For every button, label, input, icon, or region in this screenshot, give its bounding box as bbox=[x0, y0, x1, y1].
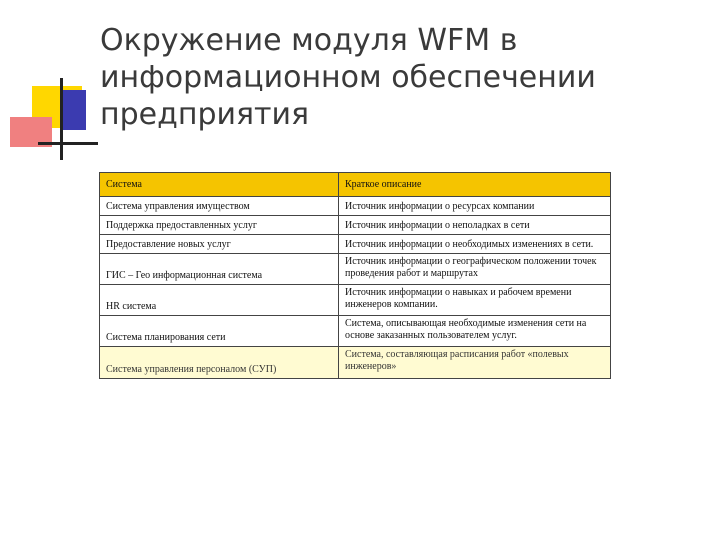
cell-description: Источник информации о необходимых изменениях в сети. bbox=[339, 235, 611, 254]
cell-description: Источник информации о неполадках в сети bbox=[339, 216, 611, 235]
title-line: информационном обеспечении bbox=[100, 60, 596, 95]
table-row-highlighted bbox=[100, 347, 611, 379]
cell-description: Источник информации о географическом положении точек проведения работ и маршрутах bbox=[339, 254, 611, 285]
title-line: предприятия bbox=[100, 97, 310, 132]
table-header-row bbox=[100, 173, 611, 197]
decor-vertical-line bbox=[60, 78, 63, 160]
title-line: Окружение модуля WFM в bbox=[100, 23, 518, 58]
table-row bbox=[100, 216, 611, 235]
cell-description: Система, составляющая расписания работ «полевых инженеров» bbox=[339, 347, 611, 379]
cell-system: Поддержка предоставленных услуг bbox=[100, 216, 339, 235]
cell-system: Система управления имуществом bbox=[100, 197, 339, 216]
table-row bbox=[100, 235, 611, 254]
cell-description: Источник информации о ресурсах компании bbox=[339, 197, 611, 216]
cell-system: Система управления персоналом (СУП) bbox=[100, 347, 339, 379]
decor-horizontal-line bbox=[38, 142, 98, 145]
slide-title bbox=[100, 22, 620, 133]
cell-system: Предоставление новых услуг bbox=[100, 235, 339, 254]
decor-blue-square bbox=[62, 90, 86, 130]
table-row bbox=[100, 316, 611, 347]
cell-system: Система планирования сети bbox=[100, 316, 339, 347]
cell-system: ГИС – Гео информационная система bbox=[100, 254, 339, 285]
cell-description: Источник информации о навыках и рабочем времени инженеров компании. bbox=[339, 285, 611, 316]
table-row bbox=[100, 254, 611, 285]
table-row bbox=[100, 285, 611, 316]
header-description: Краткое описание bbox=[339, 173, 611, 197]
header-system: Система bbox=[100, 173, 339, 197]
cell-system: HR система bbox=[100, 285, 339, 316]
systems-table bbox=[99, 172, 611, 379]
table-row bbox=[100, 197, 611, 216]
cell-description: Система, описывающая необходимые изменения сети на основе заказанных пользователем услуг. bbox=[339, 316, 611, 347]
